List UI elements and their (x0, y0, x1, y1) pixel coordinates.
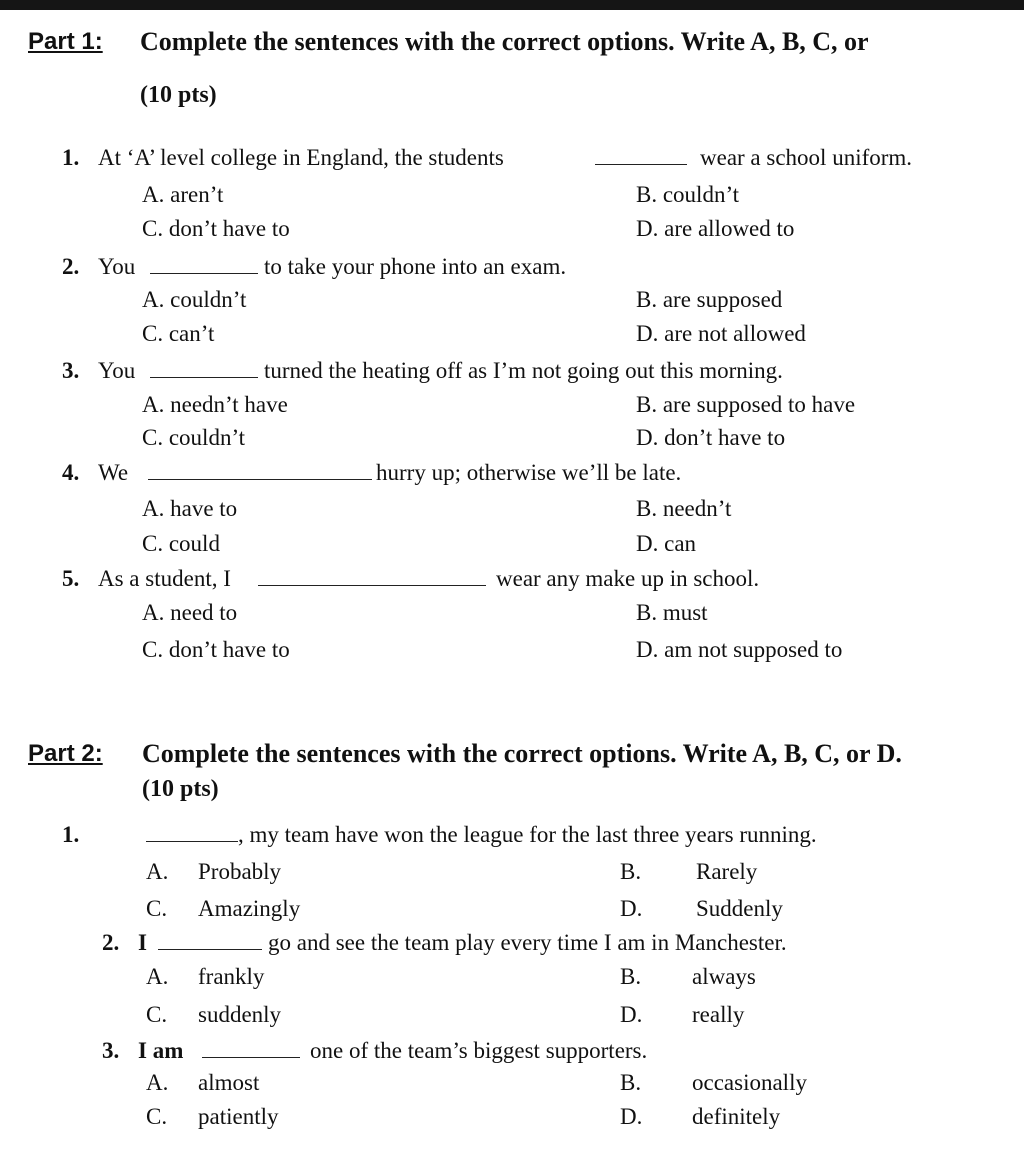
option-b[interactable] (620, 964, 756, 990)
question-number: 3. (62, 358, 80, 383)
question (102, 1038, 1002, 1066)
option-a[interactable] (142, 392, 288, 418)
option-letter: D. (620, 1002, 643, 1027)
option-a[interactable] (142, 600, 237, 626)
option-text: can’t (168, 321, 215, 346)
option-text: couldn’t (168, 425, 246, 450)
option-letter: B. (620, 1070, 642, 1095)
option-letter: A. (142, 600, 165, 625)
option-letter: D. (620, 896, 643, 921)
question-text-after: turned the heating off as I’m not going out this morning. (264, 358, 783, 383)
question-text-before: We (98, 460, 129, 485)
top-header-band (0, 0, 1024, 10)
question-text-before: I am (138, 1038, 184, 1063)
option-b[interactable] (620, 859, 757, 885)
question-text-before: As a student, I (98, 566, 231, 591)
option-letter: B. (620, 964, 642, 989)
option-c[interactable] (142, 216, 290, 242)
option-b[interactable] (620, 1070, 807, 1096)
option-letter: D. (636, 531, 659, 556)
option-d[interactable] (636, 425, 785, 451)
option-letter: C. (146, 1104, 168, 1129)
option-c[interactable] (142, 531, 220, 557)
option-text: occasionally (692, 1070, 807, 1095)
question-text-after: to take your phone into an exam. (264, 254, 567, 279)
option-a[interactable] (146, 964, 264, 990)
option-letter: D. (636, 637, 659, 662)
option-text: have to (170, 496, 238, 521)
question-text-before: You (98, 358, 136, 383)
part2-points: (10 pts) (142, 776, 219, 802)
option-letter: A. (142, 287, 165, 312)
question-text-after: wear any make up in school. (496, 566, 760, 591)
option-letter: B. (636, 392, 658, 417)
option-text: don’t have to (168, 637, 290, 662)
option-c[interactable] (146, 1104, 278, 1130)
question (102, 930, 1002, 958)
option-letter: C. (142, 216, 164, 241)
part2-label: Part 2: (28, 740, 103, 767)
question (62, 460, 1002, 488)
option-letter: A. (146, 859, 169, 884)
question-text-after: wear a school uniform. (700, 145, 913, 170)
option-letter: D. (636, 425, 659, 450)
option-letter: D. (636, 216, 659, 241)
option-text: aren’t (170, 182, 224, 207)
option-c[interactable] (146, 896, 300, 922)
question-text-after: hurry up; otherwise we’ll be late. (376, 460, 682, 485)
option-letter: B. (636, 496, 658, 521)
question-text-after: one of the team’s biggest supporters. (310, 1038, 648, 1063)
option-text: needn’t have (170, 392, 288, 417)
option-text: patiently (198, 1104, 279, 1129)
option-b[interactable] (636, 182, 739, 208)
option-a[interactable] (142, 287, 246, 313)
option-text: are not allowed (664, 321, 806, 346)
option-text: couldn’t (170, 287, 247, 312)
option-d[interactable] (636, 637, 842, 663)
option-text: can (664, 531, 697, 556)
option-text: suddenly (198, 1002, 282, 1027)
question-text-before: At ‘A’ level college in England, the students (98, 145, 504, 170)
option-letter: B. (636, 600, 658, 625)
question-text-before: You (98, 254, 136, 279)
part1-points: (10 pts) (140, 82, 217, 108)
option-b[interactable] (636, 496, 731, 522)
option-text: don’t have to (168, 216, 290, 241)
option-letter: D. (636, 321, 659, 346)
question-number: 2. (62, 254, 80, 279)
option-letter: C. (146, 896, 168, 921)
question-text-after: go and see the team play every time I am in Manchester. (268, 930, 787, 955)
option-text: Amazingly (198, 896, 301, 921)
option-d[interactable] (620, 896, 783, 922)
option-d[interactable] (636, 321, 806, 347)
option-a[interactable] (146, 859, 281, 885)
option-letter: B. (620, 859, 642, 884)
option-letter: B. (636, 287, 658, 312)
option-b[interactable] (636, 392, 855, 418)
question (62, 254, 1002, 282)
question-number: 1. (62, 145, 80, 170)
option-text: definitely (692, 1104, 781, 1129)
option-letter: C. (142, 531, 164, 556)
option-text: are supposed (662, 287, 783, 312)
answer-blank[interactable] (150, 359, 258, 378)
question (62, 566, 1002, 594)
option-text: are allowed to (664, 216, 795, 241)
option-a[interactable] (142, 496, 237, 522)
option-letter: A. (146, 964, 169, 989)
answer-blank[interactable] (595, 146, 687, 165)
option-letter: C. (146, 1002, 168, 1027)
option-text: needn’t (662, 496, 732, 521)
question-number: 3. (102, 1038, 120, 1063)
option-text: are supposed to have (662, 392, 856, 417)
option-letter: C. (142, 637, 164, 662)
answer-blank[interactable] (258, 567, 486, 586)
option-text: frankly (198, 964, 265, 989)
part1-title: Complete the sentences with the correct options. Write A, B, C, or (140, 27, 869, 56)
question-text-before: I (138, 930, 147, 955)
option-text: could (168, 531, 220, 556)
option-a[interactable] (142, 182, 223, 208)
option-letter: A. (142, 496, 165, 521)
option-d[interactable] (636, 216, 794, 242)
option-letter: B. (636, 182, 658, 207)
option-text: need to (170, 600, 238, 625)
option-c[interactable] (142, 321, 214, 347)
answer-blank[interactable] (146, 823, 238, 842)
option-d[interactable] (620, 1104, 780, 1130)
question-number: 4. (62, 460, 80, 485)
option-letter: A. (142, 392, 165, 417)
option-letter: D. (620, 1104, 643, 1129)
answer-blank[interactable] (148, 461, 372, 480)
option-letter: C. (142, 321, 164, 346)
question-number: 2. (102, 930, 120, 955)
option-text: almost (198, 1070, 260, 1095)
question (62, 145, 1002, 173)
question-number: 1. (62, 822, 80, 847)
answer-blank[interactable] (150, 255, 258, 274)
option-text: don’t have to (664, 425, 786, 450)
part1-label: Part 1: (28, 28, 103, 55)
question-text-after: , my team have won the league for the last three years running. (238, 822, 817, 847)
option-text: am not supposed to (664, 637, 843, 662)
question-number: 5. (62, 566, 80, 591)
option-c[interactable] (146, 1002, 281, 1028)
option-text: must (662, 600, 708, 625)
question (62, 358, 1002, 386)
option-c[interactable] (142, 425, 245, 451)
option-text: Suddenly (696, 896, 783, 921)
part2-title: Complete the sentences with the correct options. Write A, B, C, or D. (142, 739, 902, 768)
answer-blank[interactable] (202, 1039, 300, 1058)
option-d[interactable] (636, 531, 696, 557)
option-text: really (692, 1002, 745, 1027)
option-b[interactable] (636, 600, 708, 626)
option-text: couldn’t (662, 182, 740, 207)
option-letter: C. (142, 425, 164, 450)
option-a[interactable] (146, 1070, 259, 1096)
option-text: Rarely (696, 859, 758, 884)
option-text: Probably (198, 859, 282, 884)
option-letter: A. (146, 1070, 169, 1095)
option-text: always (692, 964, 756, 989)
option-c[interactable] (142, 637, 290, 663)
option-letter: A. (142, 182, 165, 207)
option-d[interactable] (620, 1002, 744, 1028)
question (62, 822, 1002, 850)
option-b[interactable] (636, 287, 782, 313)
answer-blank[interactable] (158, 931, 262, 950)
